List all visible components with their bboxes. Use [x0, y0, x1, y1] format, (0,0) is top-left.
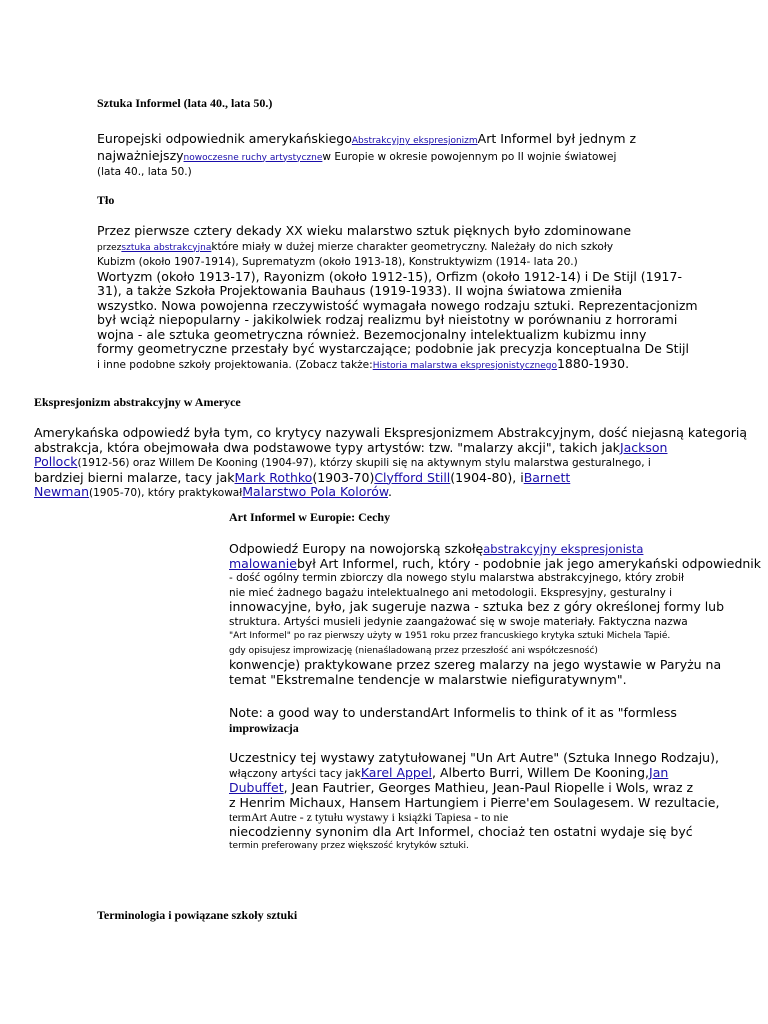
europa-line-3: - dość ogólny termin zbiorczy dla nowego stylu malarstwa abstrakcyjnego, który zrobił: [229, 572, 684, 584]
link-dubuffet[interactable]: Dubuffet: [229, 780, 284, 795]
uczestnicy-line-7: termin preferowany przez większość krytyków sztuki.: [229, 841, 469, 851]
tlo-line-2: przezsztuka abstrakcyjnaktóre miały w dużej mierze charakter geometryczny. Należały do nich szkoły: [97, 240, 614, 253]
europa-line-6: struktura. Artyści musieli jedynie zaangażować się w swoje materiały. Faktyczna nazwa: [229, 615, 688, 628]
uczestnicy-line-2: włączony artyści tacy jakKarel Appel, Alberto Burri, Willem De Kooning,Jan: [229, 764, 669, 780]
note-line-1: Note: a good way to understandArt Informelis to think of it as "formless: [229, 705, 677, 720]
tlo-paragraph: [97, 224, 698, 373]
link-sztuka-abstrakcyjna[interactable]: sztuka abstrakcyjna: [121, 242, 212, 253]
heading-art-informel-europa: Art Informel w Europie: Cechy: [229, 510, 391, 524]
uczestnicy-line-1: Uczestnicy tej wystawy zatytułowanej "Un Art Autre" (Sztuka Innego Rodzaju),: [229, 750, 719, 765]
uczestnicy-line-5: termArt Autre - z tytułu wystawy i książki Tapiesa - to nie: [229, 810, 509, 824]
europa-line-4: nie mieć żadnego bagażu intelektualnego ani metodologii. Ekspresyjny, gesturalny i: [229, 586, 673, 599]
tlo-line-3: Kubizm (około 1907-1914), Suprematyzm (około 1913-18), Konstruktywizm (1914- lata 20.): [97, 256, 578, 268]
intro-paragraph: [97, 132, 636, 180]
link-mark-rothko[interactable]: Mark Rothko: [234, 469, 313, 485]
tlo-line-9: formy geometryczne przestały być wystarczające; podobnie jak precyzja konceptualna De Stijl: [97, 341, 689, 356]
europa-paragraph: [229, 542, 761, 687]
link-newman[interactable]: Newman: [34, 484, 90, 499]
link-pollock[interactable]: Pollock: [34, 454, 78, 469]
europa-line-10: temat "Ekstremalne tendencje w malarstwie niefiguratywnym".: [229, 671, 627, 687]
tlo-line-6: wszystko. Nowa powojenna rzeczywistość wymagała nowego rodzaju sztuki. Reprezentacjonizm: [97, 297, 698, 313]
link-nowoczesne-ruchy[interactable]: nowoczesne ruchy artystyczne: [183, 152, 323, 163]
heading-sztuka-informel: Sztuka Informel (lata 40., lata 50.): [97, 96, 273, 110]
tlo-line-8: wojna - ale sztuka geometryczna również. Bezemocjonalny intelektualizm kubizmu inny: [97, 326, 647, 342]
europa-line-8: gdy opisujesz improwizację (nienaśladowaną przez przeszłość ani współczesność): [229, 645, 598, 656]
uczestnicy-line-6: niecodzienny synonim dla Art Informel, chociaż ten ostatni wydaje się być: [229, 823, 693, 839]
link-jackson[interactable]: Jackson: [619, 439, 668, 455]
heading-tlo: Tło: [97, 193, 115, 207]
tlo-line-10: i inne podobne szkoły projektowania. (Zobacz także:Historia malarstwa ekspresjonistycznego1880-1930.: [97, 355, 630, 371]
link-abstrakcyjny-ekspresjonista[interactable]: abstrakcyjny ekspresjonista: [483, 542, 644, 556]
heading-terminologia: Terminologia i powiązane szkoły sztuki: [97, 908, 298, 922]
ameryka-line-3: Pollock(1912-56) oraz Willem De Kooning (1904-97), którzy skupili się na aktywnym stylu malarstwa gesturalnego, i: [34, 454, 651, 469]
intro-line-2: najważniejszynowoczesne ruchy artystycznew Europie w okresie powojennym po II wojnie światowej: [97, 147, 617, 163]
uczestnicy-line-3: Dubuffet, Jean Fautrier, Georges Mathieu, Jean-Paul Riopelle i Wols, wraz z: [229, 780, 694, 795]
europa-line-9: konwencje) praktykowane przez szereg malarzy na jego wystawie w Paryżu na: [229, 657, 722, 672]
tlo-line-4: Wortyzm (około 1913-17), Rayonizm (około 1912-15), Orfizm (około 1912-14) i De Stijl (1917-: [97, 268, 682, 284]
link-malarstwo-pola-kolorow[interactable]: Malarstwo Pola Kolorów: [242, 484, 388, 499]
link-jan[interactable]: Jan: [649, 764, 669, 780]
link-karel-appel[interactable]: Karel Appel: [360, 764, 433, 780]
ameryka-line-5: Newman(1905-70), który praktykowałMalarstwo Pola Kolorów.: [34, 484, 392, 499]
heading-ekspresjonizm-ameryka: Ekspresjonizm abstrakcyjny w Ameryce: [34, 395, 241, 409]
ameryka-paragraph: [34, 426, 747, 501]
ameryka-line-4: bardziej bierni malarze, tacy jakMark Rothko(1903-70)Clyfford Still(1904-80), iBarnett: [34, 469, 571, 485]
intro-line-1: Europejski odpowiednik amerykańskiegoAbstrakcyjny ekspresjonizmArt Informel był jednym z: [97, 131, 637, 146]
tlo-line-1: Przez pierwsze cztery dekady XX wieku malarstwo sztuk pięknych było zdominowane: [97, 223, 632, 238]
uczestnicy-paragraph: [229, 751, 719, 854]
note-paragraph: [229, 706, 677, 735]
tlo-line-5: 31), a także Szkoła Projektowania Bauhaus (1919-1933). II wojna światowa zmieniła: [97, 283, 623, 298]
ameryka-line-2: abstrakcja, która obejmowała dwa podstawowe typy artystów: tzw. "malarzy akcji", takich jakJackson: [34, 439, 668, 455]
europa-line-7: "Art Informel" po raz pierwszy użyty w 1951 roku przez francuskiego krytyka sztuki Michela Tapié.: [229, 631, 671, 641]
europa-line-5: innowacyjne, było, jak sugeruje nazwa - sztuka bez z góry określonej formy lub: [229, 599, 725, 614]
link-clyfford-still[interactable]: Clyfford Still: [374, 469, 451, 485]
tlo-line-7: był wciąż niepopularny - jakikolwiek rodzaj realizmu był nieistotny w porównaniu z horrorami: [97, 312, 678, 327]
uczestnicy-line-4: z Henrim Michaux, Hansem Hartungiem i Pierre'em Soulagesem. W rezultacie,: [229, 794, 720, 810]
intro-line-3: (lata 40., lata 50.): [97, 166, 192, 178]
link-malowanie[interactable]: malowanie: [229, 555, 297, 571]
ameryka-line-1: Amerykańska odpowiedź była tym, co krytycy nazywali Ekspresjonizmem Abstrakcyjnym, dość niejasną kategorią: [34, 425, 748, 440]
note-line-2: improwizacja: [229, 720, 299, 735]
link-historia-malarstwa[interactable]: Historia malarstwa ekspresjonistycznego: [372, 360, 557, 371]
link-abstrakcyjny-ekspresjonizm[interactable]: Abstrakcyjny ekspresjonizm: [351, 136, 478, 146]
europa-line-1: Odpowiedź Europy na nowojorską szkołęabstrakcyjny ekspresjonista: [229, 541, 644, 556]
europa-line-2: malowaniebył Art Informel, ruch, który - podobnie jak jego amerykański odpowiednik: [229, 555, 762, 571]
link-barnett[interactable]: Barnett: [523, 469, 571, 485]
